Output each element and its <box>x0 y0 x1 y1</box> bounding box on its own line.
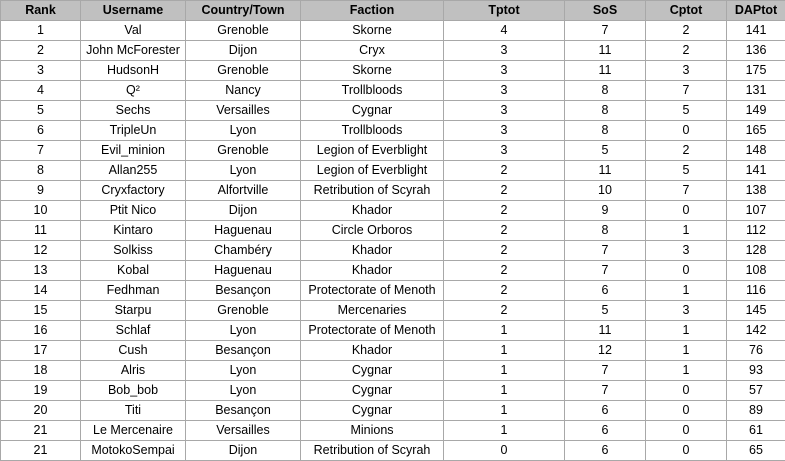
daptot-cell: 76 <box>727 341 785 361</box>
sos-cell: 11 <box>565 61 646 81</box>
cptot-cell: 1 <box>646 321 727 341</box>
country-town-cell: Grenoble <box>186 61 301 81</box>
daptot-cell: 142 <box>727 321 785 341</box>
tptot-cell: 3 <box>444 141 565 161</box>
cptot-cell: 2 <box>646 41 727 61</box>
faction-cell: Skorne <box>301 21 444 41</box>
tptot-cell: 2 <box>444 221 565 241</box>
username-cell: Starpu <box>81 301 186 321</box>
cptot-cell: 2 <box>646 141 727 161</box>
header-cptot: Cptot <box>646 1 727 21</box>
rank-cell: 18 <box>1 361 81 381</box>
table-row <box>1 141 785 161</box>
faction-cell: Protectorate of Menoth <box>301 281 444 301</box>
tptot-cell: 2 <box>444 181 565 201</box>
cptot-cell: 0 <box>646 401 727 421</box>
sos-cell: 10 <box>565 181 646 201</box>
cptot-cell: 1 <box>646 281 727 301</box>
country-town-cell: Grenoble <box>186 141 301 161</box>
sos-cell: 8 <box>565 81 646 101</box>
tptot-cell: 2 <box>444 241 565 261</box>
table-row <box>1 221 785 241</box>
table-row <box>1 381 785 401</box>
table-row <box>1 161 785 181</box>
rank-cell: 2 <box>1 41 81 61</box>
table-row <box>1 421 785 441</box>
cptot-cell: 7 <box>646 81 727 101</box>
country-town-cell: Lyon <box>186 321 301 341</box>
tptot-cell: 0 <box>444 441 565 461</box>
table-row <box>1 361 785 381</box>
sos-cell: 7 <box>565 21 646 41</box>
daptot-cell: 61 <box>727 421 785 441</box>
username-cell: TripleUn <box>81 121 186 141</box>
username-cell: Schlaf <box>81 321 186 341</box>
table-row <box>1 401 785 421</box>
header-rank: Rank <box>1 1 81 21</box>
tptot-cell: 1 <box>444 421 565 441</box>
sos-cell: 8 <box>565 121 646 141</box>
table-body <box>1 21 785 461</box>
sos-cell: 6 <box>565 401 646 421</box>
rank-cell: 15 <box>1 301 81 321</box>
rank-cell: 9 <box>1 181 81 201</box>
username-cell: Kintaro <box>81 221 186 241</box>
faction-cell: Retribution of Scyrah <box>301 181 444 201</box>
sos-cell: 8 <box>565 221 646 241</box>
cptot-cell: 1 <box>646 361 727 381</box>
faction-cell: Cygnar <box>301 401 444 421</box>
country-town-cell: Besançon <box>186 401 301 421</box>
country-town-cell: Lyon <box>186 361 301 381</box>
table-row <box>1 201 785 221</box>
tptot-cell: 2 <box>444 281 565 301</box>
faction-cell: Cygnar <box>301 361 444 381</box>
daptot-cell: 89 <box>727 401 785 421</box>
sos-cell: 6 <box>565 281 646 301</box>
header-faction: Faction <box>301 1 444 21</box>
cptot-cell: 3 <box>646 241 727 261</box>
sos-cell: 6 <box>565 441 646 461</box>
table-row <box>1 241 785 261</box>
sos-cell: 11 <box>565 161 646 181</box>
rank-cell: 7 <box>1 141 81 161</box>
header-row <box>1 1 785 21</box>
daptot-cell: 138 <box>727 181 785 201</box>
table-row <box>1 261 785 281</box>
rank-cell: 5 <box>1 101 81 121</box>
cptot-cell: 2 <box>646 21 727 41</box>
country-town-cell: Lyon <box>186 121 301 141</box>
table-row <box>1 121 785 141</box>
sos-cell: 8 <box>565 101 646 121</box>
daptot-cell: 148 <box>727 141 785 161</box>
username-cell: John McForester <box>81 41 186 61</box>
country-town-cell: Alfortville <box>186 181 301 201</box>
username-cell: Val <box>81 21 186 41</box>
cptot-cell: 0 <box>646 381 727 401</box>
daptot-cell: 128 <box>727 241 785 261</box>
faction-cell: Cygnar <box>301 381 444 401</box>
tptot-cell: 1 <box>444 341 565 361</box>
header-sos: SoS <box>565 1 646 21</box>
rank-cell: 19 <box>1 381 81 401</box>
rank-cell: 6 <box>1 121 81 141</box>
tptot-cell: 3 <box>444 61 565 81</box>
cptot-cell: 1 <box>646 221 727 241</box>
rank-cell: 8 <box>1 161 81 181</box>
daptot-cell: 145 <box>727 301 785 321</box>
sos-cell: 5 <box>565 141 646 161</box>
table-row <box>1 181 785 201</box>
country-town-cell: Dijon <box>186 441 301 461</box>
tptot-cell: 1 <box>444 321 565 341</box>
cptot-cell: 1 <box>646 341 727 361</box>
sos-cell: 5 <box>565 301 646 321</box>
daptot-cell: 175 <box>727 61 785 81</box>
daptot-cell: 93 <box>727 361 785 381</box>
tptot-cell: 1 <box>444 401 565 421</box>
sos-cell: 7 <box>565 381 646 401</box>
country-town-cell: Lyon <box>186 161 301 181</box>
country-town-cell: Dijon <box>186 41 301 61</box>
username-cell: Alris <box>81 361 186 381</box>
faction-cell: Khador <box>301 341 444 361</box>
sos-cell: 7 <box>565 261 646 281</box>
table-row <box>1 321 785 341</box>
daptot-cell: 107 <box>727 201 785 221</box>
faction-cell: Cygnar <box>301 101 444 121</box>
table-row <box>1 41 785 61</box>
username-cell: Solkiss <box>81 241 186 261</box>
tptot-cell: 3 <box>444 81 565 101</box>
cptot-cell: 7 <box>646 181 727 201</box>
header-daptot: DAPtot <box>727 1 785 21</box>
faction-cell: Legion of Everblight <box>301 161 444 181</box>
country-town-cell: Haguenau <box>186 221 301 241</box>
daptot-cell: 149 <box>727 101 785 121</box>
tptot-cell: 3 <box>444 101 565 121</box>
tptot-cell: 1 <box>444 361 565 381</box>
sos-cell: 11 <box>565 321 646 341</box>
daptot-cell: 165 <box>727 121 785 141</box>
rank-cell: 14 <box>1 281 81 301</box>
username-cell: Cryxfactory <box>81 181 186 201</box>
daptot-cell: 108 <box>727 261 785 281</box>
faction-cell: Trollbloods <box>301 121 444 141</box>
sos-cell: 11 <box>565 41 646 61</box>
country-town-cell: Dijon <box>186 201 301 221</box>
faction-cell: Trollbloods <box>301 81 444 101</box>
tptot-cell: 4 <box>444 21 565 41</box>
tptot-cell: 3 <box>444 41 565 61</box>
cptot-cell: 0 <box>646 441 727 461</box>
rank-cell: 16 <box>1 321 81 341</box>
daptot-cell: 131 <box>727 81 785 101</box>
daptot-cell: 141 <box>727 161 785 181</box>
cptot-cell: 5 <box>646 101 727 121</box>
tptot-cell: 2 <box>444 161 565 181</box>
rank-cell: 1 <box>1 21 81 41</box>
tptot-cell: 2 <box>444 301 565 321</box>
table-row <box>1 81 785 101</box>
username-cell: Le Mercenaire <box>81 421 186 441</box>
faction-cell: Khador <box>301 201 444 221</box>
cptot-cell: 3 <box>646 61 727 81</box>
sos-cell: 7 <box>565 361 646 381</box>
table-row <box>1 281 785 301</box>
header-username: Username <box>81 1 186 21</box>
faction-cell: Circle Orboros <box>301 221 444 241</box>
daptot-cell: 141 <box>727 21 785 41</box>
faction-cell: Retribution of Scyrah <box>301 441 444 461</box>
tptot-cell: 2 <box>444 261 565 281</box>
username-cell: Q² <box>81 81 186 101</box>
daptot-cell: 136 <box>727 41 785 61</box>
faction-cell: Skorne <box>301 61 444 81</box>
username-cell: Titi <box>81 401 186 421</box>
country-town-cell: Nancy <box>186 81 301 101</box>
rank-cell: 21 <box>1 441 81 461</box>
username-cell: Cush <box>81 341 186 361</box>
daptot-cell: 116 <box>727 281 785 301</box>
cptot-cell: 0 <box>646 261 727 281</box>
table-row <box>1 441 785 461</box>
header-tptot: Tptot <box>444 1 565 21</box>
header-country-town: Country/Town <box>186 1 301 21</box>
daptot-cell: 112 <box>727 221 785 241</box>
username-cell: HudsonH <box>81 61 186 81</box>
country-town-cell: Grenoble <box>186 21 301 41</box>
rank-cell: 20 <box>1 401 81 421</box>
country-town-cell: Versailles <box>186 421 301 441</box>
username-cell: Sechs <box>81 101 186 121</box>
sos-cell: 7 <box>565 241 646 261</box>
cptot-cell: 0 <box>646 121 727 141</box>
faction-cell: Legion of Everblight <box>301 141 444 161</box>
faction-cell: Mercenaries <box>301 301 444 321</box>
daptot-cell: 65 <box>727 441 785 461</box>
cptot-cell: 5 <box>646 161 727 181</box>
country-town-cell: Lyon <box>186 381 301 401</box>
cptot-cell: 3 <box>646 301 727 321</box>
sos-cell: 9 <box>565 201 646 221</box>
faction-cell: Khador <box>301 261 444 281</box>
rank-cell: 21 <box>1 421 81 441</box>
rank-cell: 12 <box>1 241 81 261</box>
country-town-cell: Besançon <box>186 281 301 301</box>
faction-cell: Khador <box>301 241 444 261</box>
username-cell: Allan255 <box>81 161 186 181</box>
tptot-cell: 1 <box>444 381 565 401</box>
username-cell: Kobal <box>81 261 186 281</box>
table-row <box>1 101 785 121</box>
username-cell: Ptit Nico <box>81 201 186 221</box>
tptot-cell: 2 <box>444 201 565 221</box>
daptot-cell: 57 <box>727 381 785 401</box>
table-row <box>1 61 785 81</box>
rank-cell: 17 <box>1 341 81 361</box>
table-row <box>1 341 785 361</box>
username-cell: Fedhman <box>81 281 186 301</box>
country-town-cell: Chambéry <box>186 241 301 261</box>
sos-cell: 6 <box>565 421 646 441</box>
country-town-cell: Haguenau <box>186 261 301 281</box>
faction-cell: Minions <box>301 421 444 441</box>
rank-cell: 10 <box>1 201 81 221</box>
username-cell: Evil_minion <box>81 141 186 161</box>
faction-cell: Cryx <box>301 41 444 61</box>
tptot-cell: 3 <box>444 121 565 141</box>
username-cell: MotokoSempai <box>81 441 186 461</box>
sos-cell: 12 <box>565 341 646 361</box>
rank-cell: 13 <box>1 261 81 281</box>
country-town-cell: Besançon <box>186 341 301 361</box>
country-town-cell: Grenoble <box>186 301 301 321</box>
rank-cell: 4 <box>1 81 81 101</box>
country-town-cell: Versailles <box>186 101 301 121</box>
faction-cell: Protectorate of Menoth <box>301 321 444 341</box>
username-cell: Bob_bob <box>81 381 186 401</box>
table-row <box>1 301 785 321</box>
cptot-cell: 0 <box>646 421 727 441</box>
table-row <box>1 21 785 41</box>
cptot-cell: 0 <box>646 201 727 221</box>
rank-cell: 11 <box>1 221 81 241</box>
rank-cell: 3 <box>1 61 81 81</box>
